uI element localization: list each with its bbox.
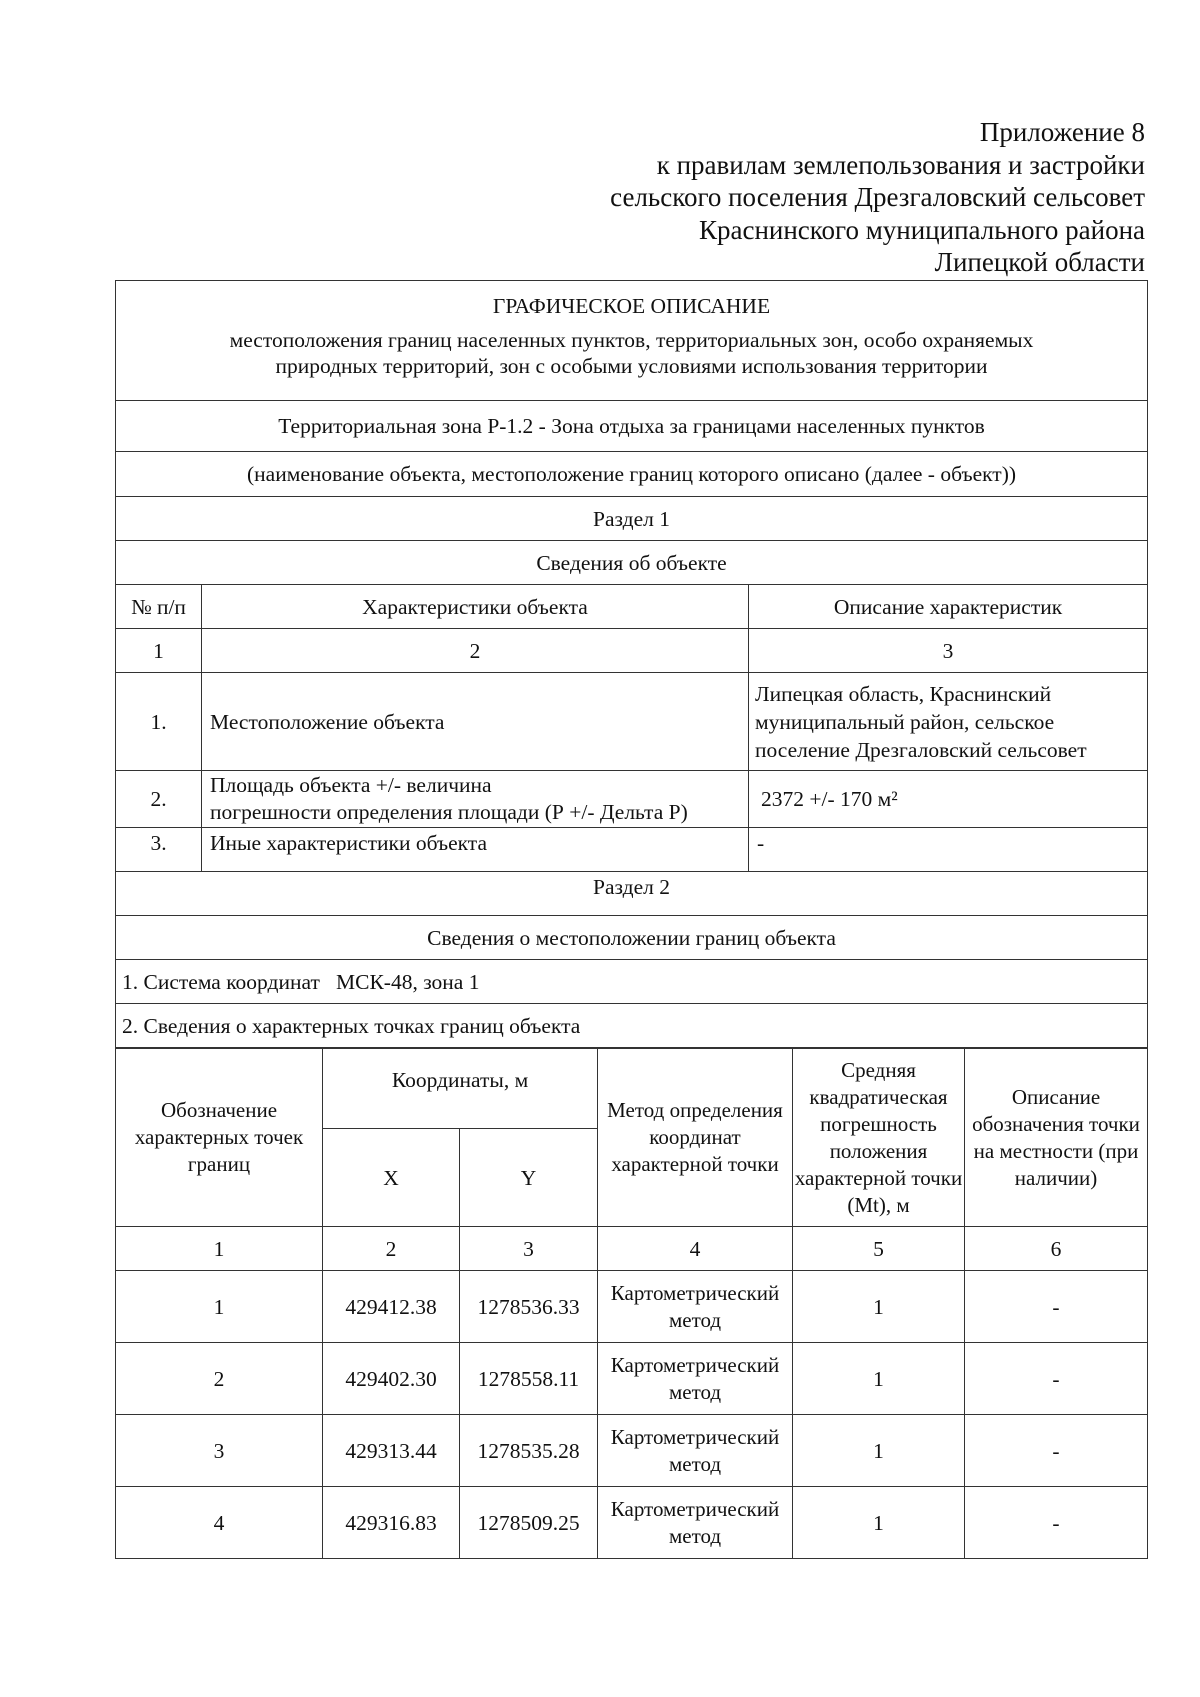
method-line: Картометрический [610, 1424, 780, 1449]
value-line: муниципальный район, сельское [755, 709, 1055, 734]
appendix-number: Приложение 8 [979, 117, 1145, 147]
section2-title: Раздел 2 [116, 872, 1148, 916]
point-description: - [965, 1415, 1148, 1487]
appendix-line: Липецкой области [934, 247, 1145, 277]
table-row [116, 1271, 1148, 1343]
header-y: Y [460, 1129, 598, 1227]
column-number: 4 [598, 1227, 793, 1271]
row-number: 1. [116, 673, 202, 771]
table-row [116, 1343, 1148, 1415]
subtitle-line: местоположения границ населенных пунктов, территориальных зон, особо охраняемых [229, 327, 1034, 352]
section1-title: Раздел 1 [116, 497, 1148, 541]
table-row [116, 1415, 1148, 1487]
row-number: 2. [116, 771, 202, 828]
document-subtitle [116, 323, 1148, 401]
point-id: 2 [116, 1343, 323, 1415]
appendix-line: к правилам землепользования и застройки [656, 149, 1145, 180]
method-line: Картометрический [610, 1280, 780, 1305]
point-id: 1 [116, 1271, 323, 1343]
header-coordinates: Координаты, м [323, 1049, 598, 1129]
document-title: ГРАФИЧЕСКОЕ ОПИСАНИЕ [116, 281, 1148, 323]
row-label [202, 771, 749, 828]
column-header-description: Описание характеристик [749, 585, 1148, 629]
object-name-caption: (наименование объекта, местоположение границ которого описано (далее - объект)) [116, 452, 1148, 497]
table-row [116, 1487, 1148, 1559]
point-mt: 1 [793, 1487, 965, 1559]
row-number: 3. [116, 828, 202, 872]
point-mt: 1 [793, 1415, 965, 1487]
method-line: метод [668, 1379, 722, 1404]
label-line: Площадь объекта +/- величина [210, 773, 492, 797]
point-x: 429412.38 [323, 1271, 460, 1343]
header-error: Средняя квадратическая погрешность положения характерной точки (Mt), м [793, 1049, 965, 1227]
column-number: 3 [460, 1227, 598, 1271]
point-x: 429316.83 [323, 1487, 460, 1559]
value-line: поселение Дрезгаловский сельсовет [755, 737, 1087, 762]
row-label: Местоположение объекта [202, 673, 749, 771]
point-mt: 1 [793, 1271, 965, 1343]
column-number: 2 [323, 1227, 460, 1271]
row-value: - [749, 828, 1148, 872]
point-x: 429313.44 [323, 1415, 460, 1487]
row-value [749, 673, 1148, 771]
header-method: Метод определения координат характерной точки [598, 1049, 793, 1227]
point-y: 1278509.25 [460, 1487, 598, 1559]
column-number: 1 [116, 629, 202, 673]
point-description: - [965, 1343, 1148, 1415]
point-y: 1278535.28 [460, 1415, 598, 1487]
header-designation: Обозначение характерных точек границ [116, 1049, 323, 1227]
column-number: 2 [202, 629, 749, 673]
coordinate-system: 1. Система координат МСК-48, зона 1 [116, 960, 1148, 1004]
subtitle-line: природных территорий, зон с особыми условиями использования территории [275, 353, 988, 378]
column-number: 6 [965, 1227, 1148, 1271]
points-table [115, 1048, 1148, 1559]
point-mt: 1 [793, 1343, 965, 1415]
row-value: 2372 +/- 170 м² [749, 771, 1148, 828]
table-row [116, 828, 1148, 872]
section2-subtitle: Сведения о местоположении границ объекта [116, 916, 1148, 960]
header-x: X [323, 1129, 460, 1227]
point-id: 4 [116, 1487, 323, 1559]
column-header-characteristics: Характеристики объекта [202, 585, 749, 629]
appendix-line: сельского поселения Дрезгаловский сельсовет [610, 182, 1145, 212]
point-method [598, 1343, 793, 1415]
column-header-number: № п/п [116, 585, 202, 629]
point-method [598, 1415, 793, 1487]
point-method [598, 1271, 793, 1343]
method-line: Картометрический [610, 1352, 780, 1377]
point-id: 3 [116, 1415, 323, 1487]
point-y: 1278536.33 [460, 1271, 598, 1343]
column-number: 1 [116, 1227, 323, 1271]
method-line: метод [668, 1307, 722, 1332]
method-line: метод [668, 1451, 722, 1476]
graphic-description-table [115, 280, 1148, 1048]
points-caption: 2. Сведения о характерных точках границ объекта [116, 1004, 1148, 1048]
row-label: Иные характеристики объекта [202, 828, 749, 872]
method-line: метод [668, 1523, 722, 1548]
point-description: - [965, 1271, 1148, 1343]
label-line: погрешности определения площади (Р +/- Дельта Р) [210, 800, 688, 824]
table-row [116, 673, 1148, 771]
point-method [598, 1487, 793, 1559]
point-description: - [965, 1487, 1148, 1559]
appendix-header [445, 116, 1145, 279]
section1-subtitle: Сведения об объекте [116, 541, 1148, 585]
point-x: 429402.30 [323, 1343, 460, 1415]
point-y: 1278558.11 [460, 1343, 598, 1415]
appendix-line: Краснинского муниципального района [698, 214, 1145, 245]
header-description: Описание обозначения точки на местности (при наличии) [965, 1049, 1148, 1227]
object-name: Территориальная зона Р-1.2 - Зона отдыха за границами населенных пунктов [116, 401, 1148, 452]
value-line: Липецкая область, Краснинский [755, 681, 1052, 706]
table-row [116, 771, 1148, 828]
column-number: 3 [749, 629, 1148, 673]
method-line: Картометрический [610, 1496, 780, 1521]
column-number: 5 [793, 1227, 965, 1271]
